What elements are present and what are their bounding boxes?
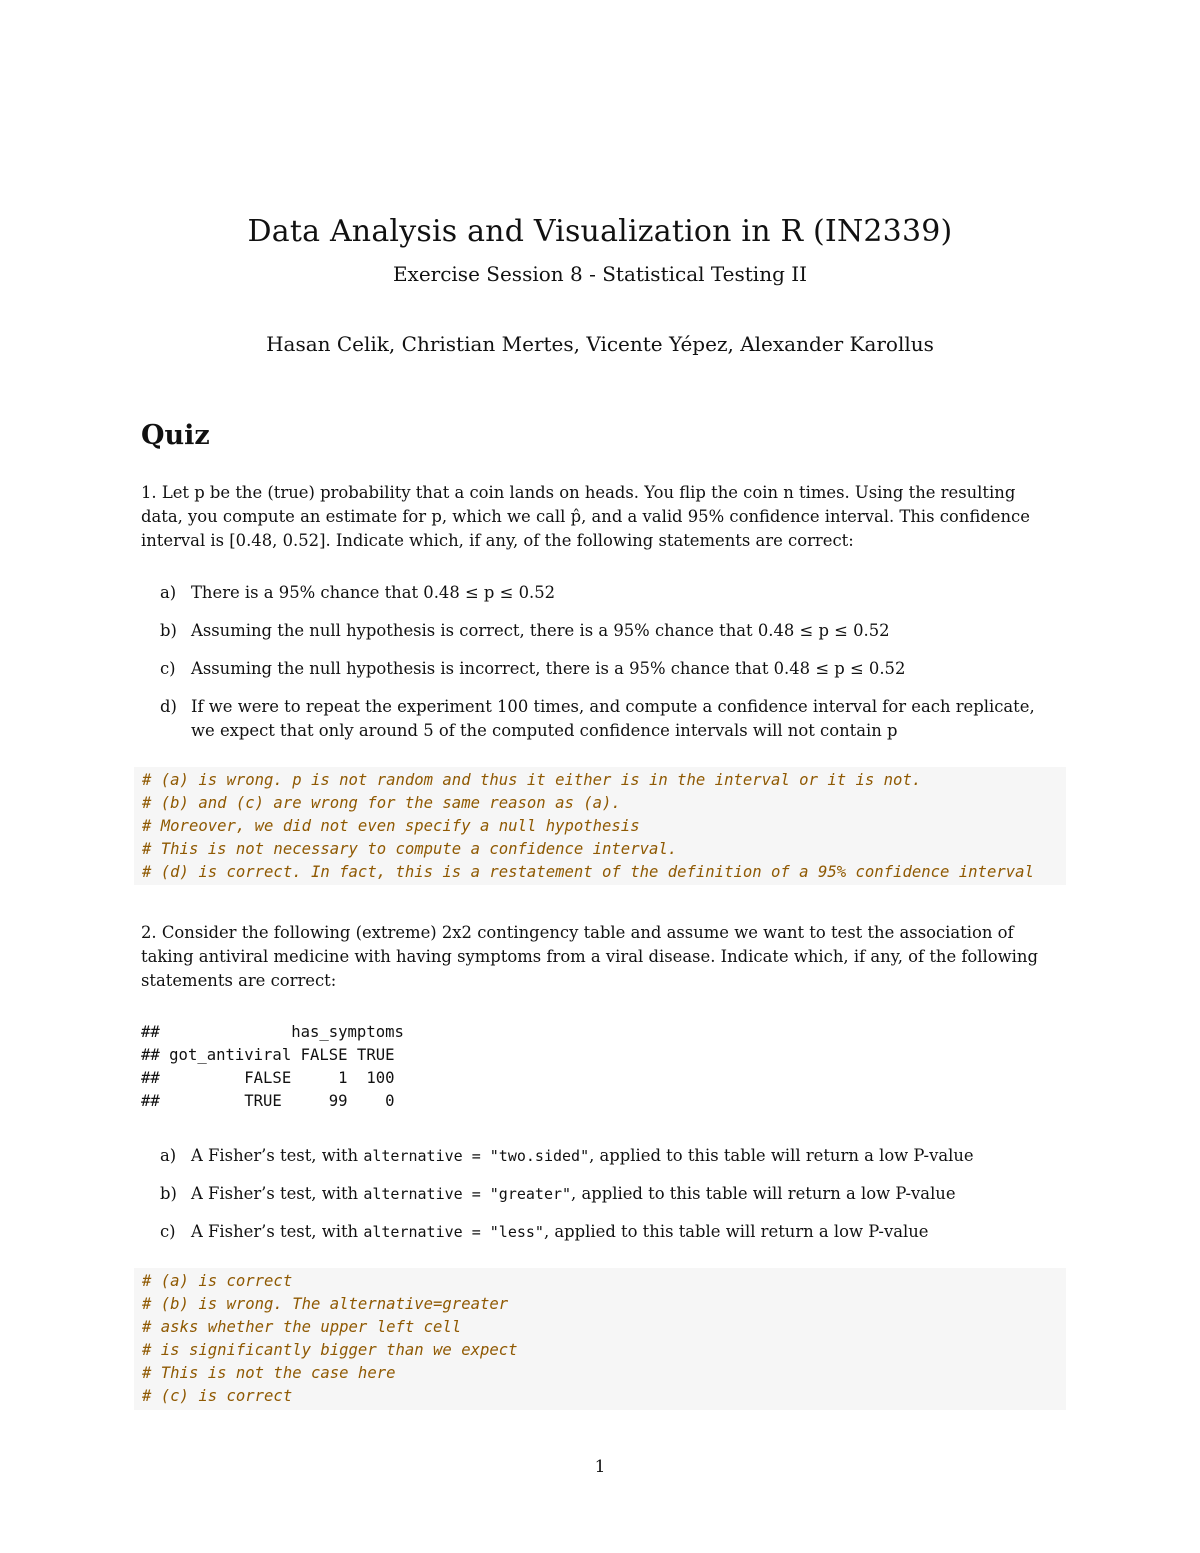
option-code: alternative = "less"	[363, 1223, 544, 1241]
option-label: b)	[160, 621, 177, 640]
option-label: c)	[160, 659, 176, 678]
option-text: Assuming the null hypothesis is incorrect, there is a 95% chance that 0.48 ≤ p ≤ 0.52	[191, 659, 906, 678]
document-title: Data Analysis and Visualization in R (IN2339)	[247, 214, 953, 249]
option-text: A Fisher’s test, with	[191, 1222, 364, 1241]
code-comment-line: # is significantly bigger than we expect	[142, 1341, 518, 1359]
option-code: alternative = "greater"	[363, 1185, 572, 1203]
document-subtitle: Exercise Session 8 - Statistical Testing II	[392, 262, 808, 286]
option-text: Assuming the null hypothesis is correct, there is a 95% chance that 0.48 ≤ p ≤ 0.52	[191, 621, 890, 640]
question-1-intro-line: 1. Let p be the (true) probability that a coin lands on heads. You flip the coin n times. Using the resulting	[141, 483, 1016, 502]
question-1-intro-line: data, you compute an estimate for p, which we call p̂, and a valid 95% confidence interval. This confidence	[141, 507, 1030, 526]
answer-code-block-2	[134, 1268, 1066, 1410]
table-output-line: ## got_antiviral FALSE TRUE	[141, 1046, 395, 1064]
code-comment-line: # (d) is correct. In fact, this is a restatement of the definition of a 95% confidence interval	[142, 863, 1034, 881]
option-text: A Fisher’s test, with	[191, 1146, 364, 1165]
question-2-intro-line: taking antiviral medicine with having symptoms from a viral disease. Indicate which, if any, of the following	[141, 947, 1038, 966]
option-label: b)	[160, 1184, 177, 1203]
code-comment-line: # (a) is correct	[142, 1272, 293, 1290]
code-comment-line: # asks whether the upper left cell	[142, 1318, 462, 1336]
question-2-intro-line: 2. Consider the following (extreme) 2x2 contingency table and assume we want to test the association of	[141, 923, 1014, 942]
question-1-intro-line: interval is [0.48, 0.52]. Indicate which, if any, of the following statements are correct:	[141, 531, 854, 550]
code-comment-line: # Moreover, we did not even specify a null hypothesis	[142, 817, 640, 835]
code-comment-line: # (a) is wrong. p is not random and thus it either is in the interval or it is not.	[142, 771, 922, 789]
page-number: 1	[594, 1457, 606, 1477]
option-label: d)	[160, 697, 177, 716]
code-comment-line: # (c) is correct	[142, 1387, 293, 1405]
option-text: we expect that only around 5 of the computed confidence intervals will not contain p	[191, 721, 898, 740]
option-text: , applied to this table will return a low P-value	[543, 1222, 929, 1241]
option-text: There is a 95% chance that 0.48 ≤ p ≤ 0.52	[191, 583, 556, 602]
table-output-line: ## TRUE 99 0	[141, 1092, 395, 1110]
code-comment-line: # This is not necessary to compute a confidence interval.	[142, 840, 678, 858]
question-2-intro	[141, 921, 1061, 993]
answer-code-block-1	[134, 767, 1066, 885]
code-comment-line: # This is not the case here	[142, 1364, 396, 1382]
option-label: a)	[160, 583, 177, 602]
option-text: , applied to this table will return a low P-value	[589, 1146, 974, 1165]
option-text: If we were to repeat the experiment 100 times, and compute a confidence interval for each replicate,	[191, 697, 1035, 716]
question-2-intro-line: statements are correct:	[141, 971, 337, 990]
question-1-intro	[141, 481, 1061, 553]
option-label: c)	[160, 1222, 176, 1241]
table-output-line: ## FALSE 1 100	[141, 1069, 395, 1087]
option-label: a)	[160, 1146, 177, 1165]
table-output-line: ## has_symptoms	[141, 1023, 404, 1041]
document-authors: Hasan Celik, Christian Mertes, Vicente Yépez, Alexander Karollus	[266, 332, 934, 356]
code-comment-line: # (b) is wrong. The alternative=greater	[142, 1295, 509, 1313]
option-text: A Fisher’s test, with	[191, 1184, 364, 1203]
option-code: alternative = "two.sided"	[363, 1147, 590, 1165]
code-comment-line: # (b) and (c) are wrong for the same reason as (a).	[142, 794, 621, 812]
section-heading-quiz: Quiz	[141, 420, 210, 451]
option-text: , applied to this table will return a low P-value	[571, 1184, 956, 1203]
